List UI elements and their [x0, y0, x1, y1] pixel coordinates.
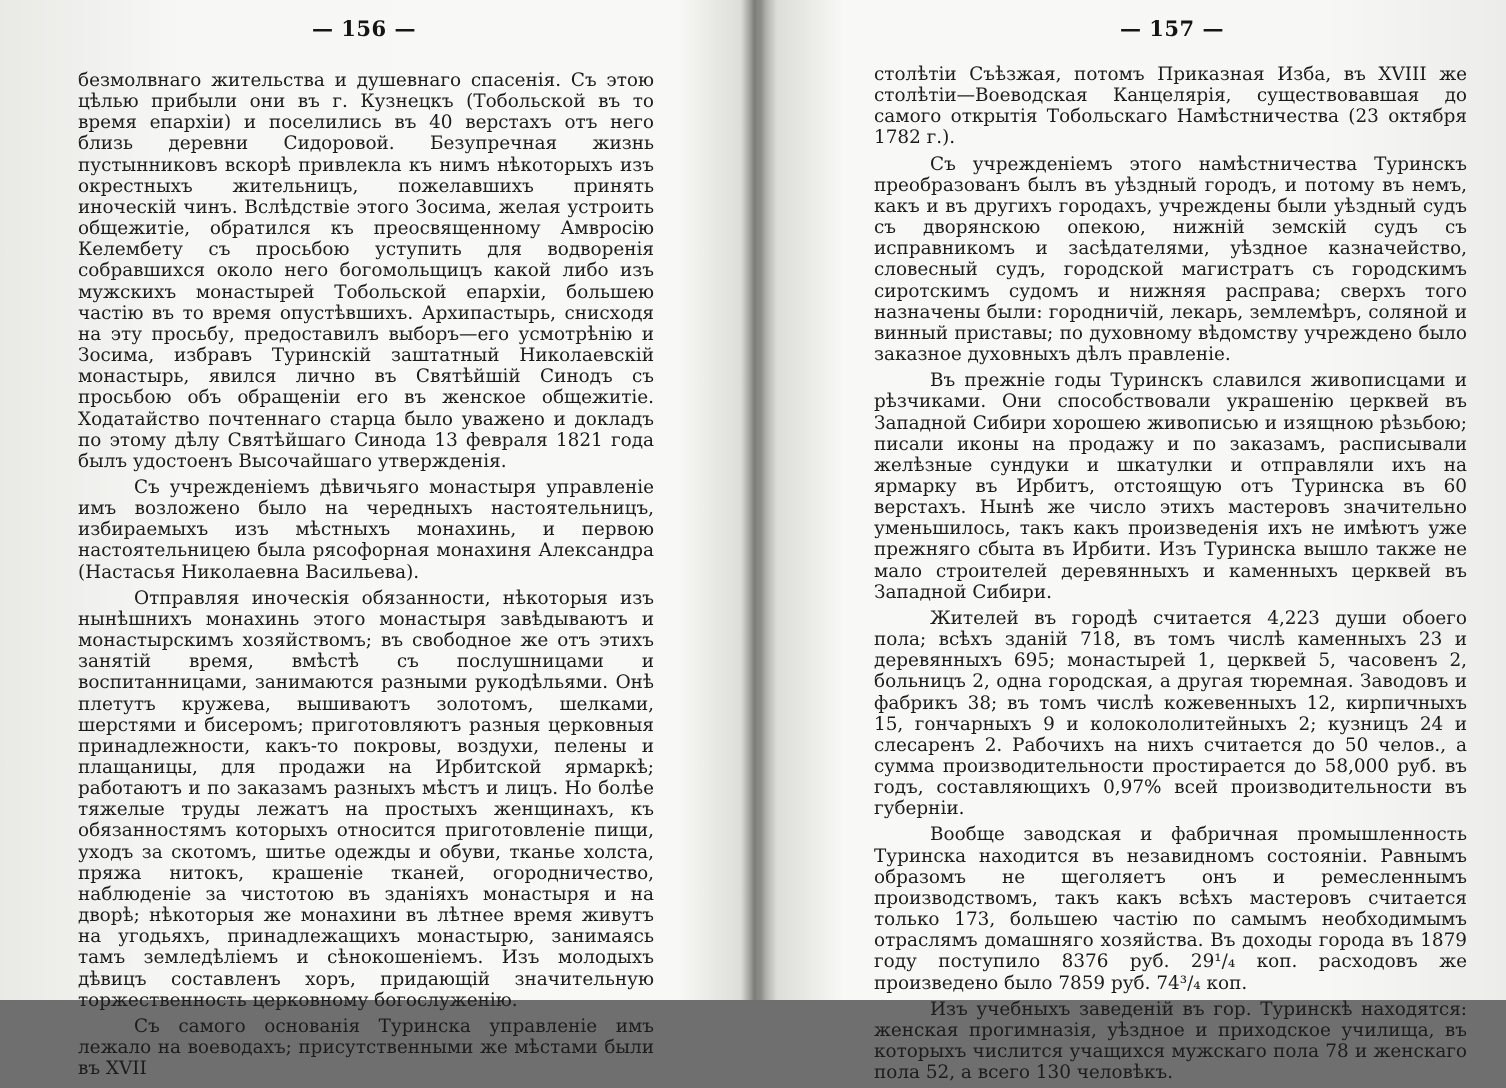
- left-page-text: [78, 70, 654, 1084]
- paragraph: Съ учрежденіемъ этого намѣстничества Туринскъ преобразованъ былъ въ уѣздный городъ, и потому въ немъ, какъ и въ другихъ городахъ, учреждены были уѣздный судъ съ дворянскою опекою, нижній земскій судъ съ исправникомъ и засѣдателями, уѣздное казначейство, словесный судъ, городской магистратъ съ городскимъ сиротскимъ судомъ и нижняя расправа; сверхъ того назначены были: городничій, лекарь, землемѣръ, соляной и винный приставы; по духовному вѣдомству учреждено было заказное духовныхъ дѣлъ правленіе.: [874, 153, 1467, 366]
- right-page-number: — 157 —: [1120, 16, 1224, 41]
- paragraph: Въ прежніе годы Туринскъ славился живописцами и рѣзчиками. Они способствовали украшенію церквей въ Западной Сибири хорошею живописью и изящною рѣзьбою; писали иконы на продажу и по заказамъ, расписывали желѣзные сундуки и шкатулки и отправляли ихъ на ярмарку въ Ирбитъ, отстоящую отъ Туринска въ 60 верстахъ. Нынѣ же число этихъ мастеровъ значительно уменьшилось, такъ какъ произведенія ихъ не имѣютъ уже прежняго сбыта въ Ирбити. Изъ Туринска вышло также не мало строителей деревянныхъ и каменныхъ церквей въ Западной Сибири.: [874, 370, 1467, 603]
- paragraph: столѣтіи Съѣзжая, потомъ Приказная Изба, въ XVIII же столѣтіи—Воеводская Канцелярія, существовавшая до самого открытія Тобольскаго Намѣстничества (23 октября 1782 г.).: [874, 64, 1467, 149]
- paragraph: Вообще заводская и фабричная промышленность Туринска находится въ незавидномъ состояніи. Равнымъ образомъ не щеголяетъ онъ и ремесленнымъ производствомъ, такъ какъ всѣхъ мастеровъ считается только 173, большею частію по самымъ необходимымъ отраслямъ домашняго хозяйства. Въ доходы города въ 1879 году поступило 8376 руб. 29¹/₄ коп. расходовъ же произведено было 7859 руб. 74³/₄ коп.: [874, 824, 1467, 994]
- book-gutter: [740, 0, 766, 1000]
- right-page: [766, 0, 1506, 1084]
- right-page-text: [874, 64, 1467, 1088]
- paragraph: безмолвнаго жительства и душевнаго спасенія. Съ этою цѣлью прибыли они въ г. Кузнецкъ (Тобольской въ то время епархіи) и поселились въ 40 верстахъ отъ него близь деревни Сидоровой. Безупречная жизнь пустынниковъ вскорѣ привлекла къ нимъ нѣкоторыхъ изъ окрестныхъ жительницъ, пожелавшихъ принять иноческій чинъ. Вслѣдствіе этого Зосима, желая устроить общежитіе, обратился къ преосвященному Амвросію Келембету съ просьбою уступить для водворенія собравшихся около него богомольщицъ какой либо изъ мужскихъ монастырей Тобольской епархіи, большею частію въ то время опустѣвшихъ. Архипастырь, снисходя на эту просьбу, предоставилъ выборъ—его усмотрѣнію и Зосима, избравъ Туринскій заштатный Николаевскій монастырь, явился лично въ Святѣйшій Синодъ съ просьбою объ обращеніи его въ женское общежитіе. Ходатайство почтеннаго старца было уважено и докладъ по этому дѣлу Святѣйшаго Синода 13 февраля 1821 года былъ удостоенъ Высочайшаго утвержденія.: [78, 70, 654, 472]
- paragraph: Изъ учебныхъ заведеній въ гор. Туринскѣ находятся: женская прогимназія, уѣздное и приходское училища, въ которыхъ числится учащихся мужскаго пола 78 и женскаго пола 52, а всего 130 человѣкъ.: [874, 998, 1467, 1084]
- paragraph: Съ самого основанія Туринска управленіе имъ лежало на воеводахъ; присутственными же мѣстами были въ XVII: [78, 1015, 654, 1080]
- paragraph: Жителей въ городѣ считается 4,223 души обоего пола; всѣхъ зданій 718, въ томъ числѣ каменныхъ 23 и деревянныхъ 695; монастырей 1, церквей 5, часовенъ 2, больницъ 2, одна городская, а другая тюремная. Заводовъ и фабрикъ 38; въ томъ числѣ кожевенныхъ 12, кирпичныхъ 15, гончарныхъ 9 и колокололитейныхъ 2; кузницъ 24 и слесаренъ 2. Рабочихъ на нихъ считается до 50 челов., а сумма производительности простирается до 58,000 руб. въ годъ, составляющихъ 0,97% всей производительности въ губерніи.: [874, 607, 1467, 820]
- left-page-number: — 156 —: [312, 16, 416, 41]
- paragraph: Отправляя иноческія обязанности, нѣкоторыя изъ нынѣшнихъ монахинь этого монастыря завѣдываютъ и монастырскимъ хозяйствомъ; въ свободное же отъ этихъ занятій время, вмѣстѣ съ послушницами и воспитанницами, занимаются разными рукодѣльями. Онѣ плетутъ кружева, вышиваютъ золотомъ, шелками, шерстями и бисеромъ; приготовляютъ разныя церковныя принадлежности, какъ-то покровы, воздухи, пелены и плащаницы, для продажи на Ирбитской ярмаркѣ; работаютъ и по заказамъ разныхъ мѣстъ и лицъ. Но болѣе тяжелые труды лежатъ на простыхъ женщинахъ, къ обязанностямъ которыхъ относится приготовленіе пищи, уходъ за скотомъ, шитье одежды и обуви, тканье холста, пряжа нитокъ, крашеніе тканей, огородничество, наблюденіе за чистотою въ зданіяхъ монастыря и на дворѣ; нѣкоторыя же монахини въ лѣтнее время живутъ на угодьяхъ, принадлежащихъ монастырю, занимаясь тамъ земледѣліемъ и сѣнокошеніемъ. Изъ молодыхъ дѣвицъ составленъ хоръ, придающій значительную торжественность церковному богослуженію.: [78, 587, 654, 1011]
- paragraph: Съ учрежденіемъ дѣвичьяго монастыря управленіе имъ возложено было на чередныхъ настоятельницъ, избираемыхъ изъ мѣстныхъ монахинь, и первою настоятельницею была рясофорная монахиня Александра (Настасья Николаевна Васильева).: [78, 476, 654, 583]
- left-page: [0, 0, 740, 1080]
